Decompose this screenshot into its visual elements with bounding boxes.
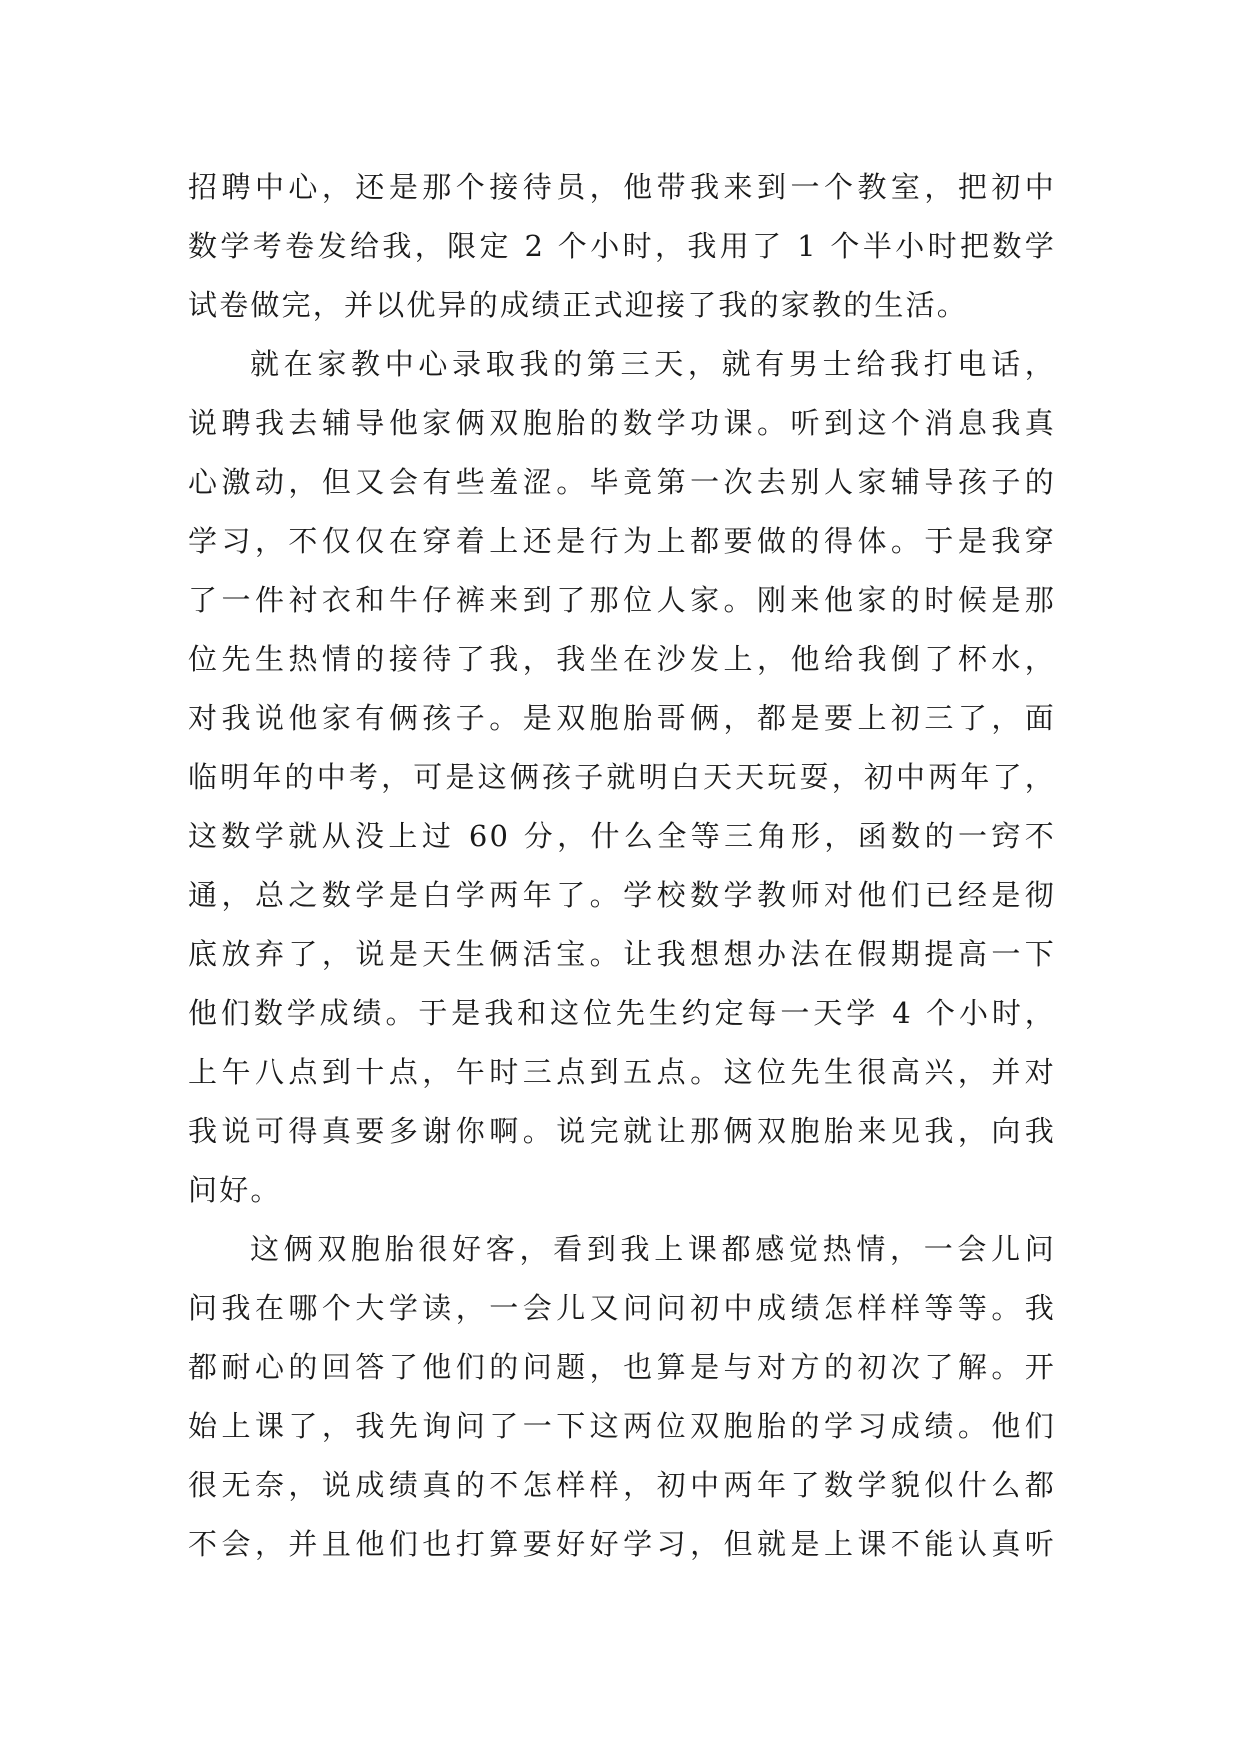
text-line: 位先生热情的接待了我，我坐在沙发上，他给我倒了杯水， <box>188 642 1056 676</box>
text-line: 始上课了，我先询问了一下这两位双胞胎的学习成绩。他们 <box>188 1409 1056 1443</box>
text-line: 问好。 <box>188 1173 282 1207</box>
text-line: 招聘中心，还是那个接待员，他带我来到一个教室，把初中 <box>188 170 1056 204</box>
text-line-indented: 就在家教中心录取我的第三天，就有男士给我打电话， <box>250 347 1056 381</box>
text-line: 对我说他家有俩孩子。是双胞胎哥俩，都是要上初三了，面 <box>188 701 1056 735</box>
text-line: 试卷做完，并以优异的成绩正式迎接了我的家教的生活。 <box>188 288 969 322</box>
text-line: 很无奈，说成绩真的不怎样样，初中两年了数学貌似什么都 <box>188 1468 1056 1502</box>
text-line: 通，总之数学是白学两年了。学校数学教师对他们已经是彻 <box>188 878 1056 912</box>
text-line: 他们数学成绩。于是我和这位先生约定每一天学 4 个小时， <box>188 996 1056 1030</box>
text-line: 心激动，但又会有些羞涩。毕竟第一次去别人家辅导孩子的 <box>188 465 1056 499</box>
text-line: 都耐心的回答了他们的问题，也算是与对方的初次了解。开 <box>188 1350 1056 1384</box>
text-line-indented: 这俩双胞胎很好客，看到我上课都感觉热情，一会儿问 <box>250 1232 1056 1266</box>
text-line: 说聘我去辅导他家俩双胞胎的数学功课。听到这个消息我真 <box>188 406 1056 440</box>
text-line: 这数学就从没上过 60 分，什么全等三角形，函数的一窍不 <box>188 819 1056 853</box>
text-line: 数学考卷发给我，限定 2 个小时，我用了 1 个半小时把数学 <box>188 229 1056 263</box>
text-line: 问我在哪个大学读，一会儿又问问初中成绩怎样样等等。我 <box>188 1291 1056 1325</box>
text-line: 不会，并且他们也打算要好好学习，但就是上课不能认真听 <box>188 1527 1056 1561</box>
text-line: 底放弃了，说是天生俩活宝。让我想想办法在假期提高一下 <box>188 937 1056 971</box>
document-body <box>188 158 1056 1574</box>
text-line: 了一件衬衣和牛仔裤来到了那位人家。刚来他家的时候是那 <box>188 583 1056 617</box>
text-line: 学习，不仅仅在穿着上还是行为上都要做的得体。于是我穿 <box>188 524 1056 558</box>
text-line: 上午八点到十点，午时三点到五点。这位先生很高兴，并对 <box>188 1055 1056 1089</box>
text-line: 我说可得真要多谢你啊。说完就让那俩双胞胎来见我，向我 <box>188 1114 1056 1148</box>
text-line: 临明年的中考，可是这俩孩子就明白天天玩耍，初中两年了， <box>188 760 1056 794</box>
